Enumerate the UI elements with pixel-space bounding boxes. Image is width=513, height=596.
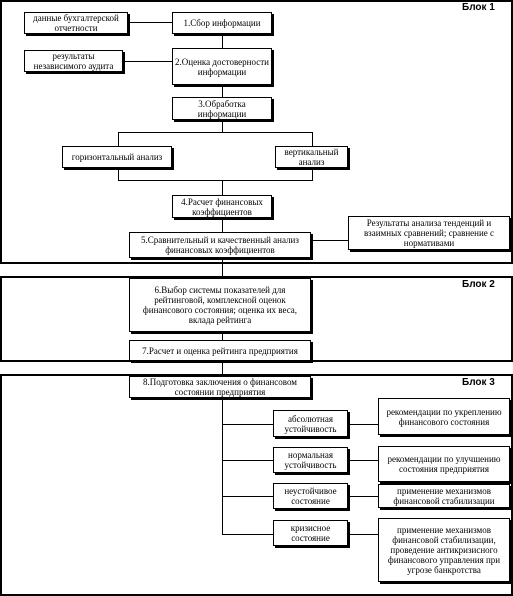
unstable-state-text: неустойчивое состояние: [284, 486, 337, 506]
step-5-text: 5.Сравнительный и качественный анализ финансовых коэффициентов: [141, 235, 299, 255]
normal-stability-box: [273, 447, 348, 473]
step-6-box: [129, 278, 311, 332]
connector-absolute-rec: [348, 424, 378, 425]
vertical-analysis-text: вертикальный анализ: [284, 147, 339, 167]
connector-block1-block2: [222, 258, 223, 278]
step-2-box: [172, 48, 272, 85]
connector-unstable-rec: [348, 496, 378, 497]
step-5-box: [129, 232, 311, 258]
crisis-state-text: кризисное состояние: [290, 523, 331, 543]
rec-absolute-box: [378, 398, 510, 435]
connector-to-vertical: [312, 132, 313, 146]
source-audit-text: результаты независимого аудита: [33, 51, 114, 71]
rec-unstable-box: [378, 484, 510, 508]
block-1-label: Блок 1: [462, 2, 495, 13]
block-2-label: Блок 2: [462, 279, 495, 290]
connector-step4-step5: [222, 218, 223, 232]
connector-from-horizontal: [118, 168, 119, 180]
step-4-text: 4.Расчет финансовых коэффициентов: [181, 196, 263, 217]
connector-trunk-unstable: [222, 496, 273, 497]
step-7-text: 7.Расчет и оценка рейтинга предприятия: [142, 345, 298, 356]
connector-trunk-crisis: [222, 534, 273, 535]
connector-normal-rec: [348, 460, 378, 461]
step-4-box: [172, 195, 272, 218]
step-6-text: 6.Выбор системы показателей для рейтинговой, комплексной оценок финансового состояния; оценка их веса, вклада рейтинга: [142, 285, 298, 325]
connector-reporting-step1: [128, 22, 172, 23]
step-7-box: [129, 340, 311, 361]
connector-step1-step2: [222, 34, 223, 48]
trend-results-text: Результаты анализа тенденций и взаимных сравнений; сравнение с нормативами: [363, 218, 495, 248]
step-8-box: [129, 376, 311, 398]
connector-step5-results: [311, 240, 348, 241]
step-3-text: 3.Обработка информации: [197, 98, 247, 119]
absolute-stability-box: [273, 410, 348, 437]
vertical-analysis-box: [275, 146, 348, 168]
connector-crisis-rec: [348, 534, 378, 535]
connector-merge-step4: [222, 180, 223, 195]
connector-branch-horizontal: [118, 132, 313, 133]
block-3-label: Блок 3: [462, 377, 495, 388]
connector-audit-step2: [123, 61, 172, 62]
trend-results-box: [348, 216, 510, 250]
step-1-box: [172, 12, 272, 34]
connector-from-vertical: [312, 168, 313, 180]
connector-step3-branch: [222, 120, 223, 132]
source-reporting-text: данные бухгалтерской отчетности: [33, 13, 119, 33]
source-reporting-box: [24, 12, 128, 34]
step-2-text: 2.Оценка достоверности информации: [175, 56, 269, 77]
connector-merge: [118, 180, 313, 181]
rec-unstable-text: применение механизмов финансовой стабилизации: [393, 486, 495, 506]
rec-normal-box: [378, 446, 510, 482]
normal-stability-text: нормальная устойчивость: [284, 450, 337, 470]
rec-normal-text: рекомендации по улучшению состояния предприятия: [387, 454, 501, 474]
connector-block2-block3: [222, 361, 223, 375]
connector-trunk-normal: [222, 460, 273, 461]
connector-step2-step3: [222, 85, 223, 97]
rec-absolute-text: рекомендации по укреплению финансового состояния: [386, 406, 502, 427]
rec-crisis-box: [378, 518, 510, 582]
step-8-text: 8.Подготовка заключения о финансовом состоянии предприятия: [142, 377, 298, 397]
step-3-box: [172, 97, 272, 120]
unstable-state-box: [273, 483, 348, 509]
absolute-stability-text: абсолютная устойчивость: [284, 413, 337, 434]
horizontal-analysis-box: [62, 146, 172, 168]
crisis-state-box: [273, 520, 348, 546]
source-audit-box: [24, 50, 123, 72]
horizontal-analysis-text: горизонтальный анализ: [71, 152, 163, 162]
connector-trunk-absolute: [222, 424, 273, 425]
connector-to-horizontal: [118, 132, 119, 146]
connector-step8-trunk: [222, 398, 223, 535]
rec-crisis-text: применение механизмов финансовой стабилизации, проведение антикризисного финансового управления при угрозе банкротства: [387, 525, 501, 575]
connector-step6-step7: [222, 332, 223, 340]
step-1-text: 1.Сбор информации: [183, 18, 261, 28]
